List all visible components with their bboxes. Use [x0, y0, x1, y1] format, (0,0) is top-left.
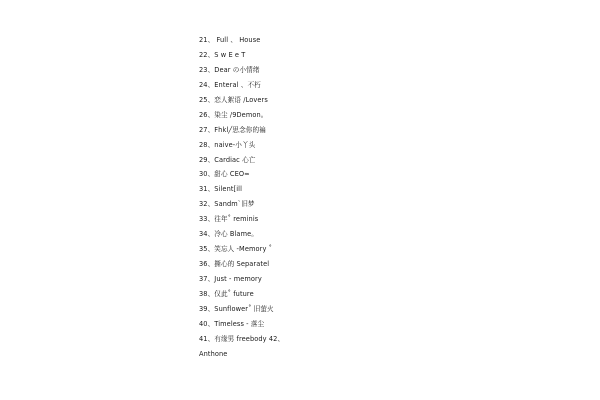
list-item: 24、Enteral 、不朽 [199, 80, 261, 89]
list-item: 28、naive-小丫头 [199, 140, 256, 149]
list-item: 26、染尘 /9Demon。 [199, 110, 268, 119]
nickname-list [199, 33, 284, 362]
list-item: 41、有缘男 freebody 42、 [199, 334, 285, 343]
list-item: 33、往年˚ reminis [199, 215, 259, 224]
list-item: 23、Dear の小情绪 [199, 65, 260, 74]
list-item: 38、仅此˚ future [199, 289, 254, 298]
list-item: 35、笑忘人 -Memory ˚ [199, 245, 273, 254]
list-item: 29、Cardiac 心亡 [199, 155, 256, 164]
list-item: 27、Fhkl╱思念你的褊 [199, 125, 266, 134]
list-item: 22、S w E e T [199, 50, 246, 59]
list-item: 25、恋人絮语 /Lovers [199, 95, 268, 104]
list-item: 30、甜心 CEO≈ [199, 170, 250, 179]
list-item: 34、冷心 Blame。 [199, 230, 258, 239]
list-item: 32、Sandm`旧梦 [199, 200, 255, 209]
list-item: 37、Just - memory [199, 275, 262, 283]
list-item: 21、 Full 、 House [199, 36, 261, 44]
list-item: 39、Sunflower˚ 旧萤火 [199, 304, 274, 313]
list-item: Anthone [199, 349, 228, 358]
list-item: 40、Timeless - 落尘 [199, 319, 265, 328]
list-item: 36、撕心的 Separatel [199, 260, 270, 269]
list-item: 31、Silent[ill [199, 185, 243, 194]
